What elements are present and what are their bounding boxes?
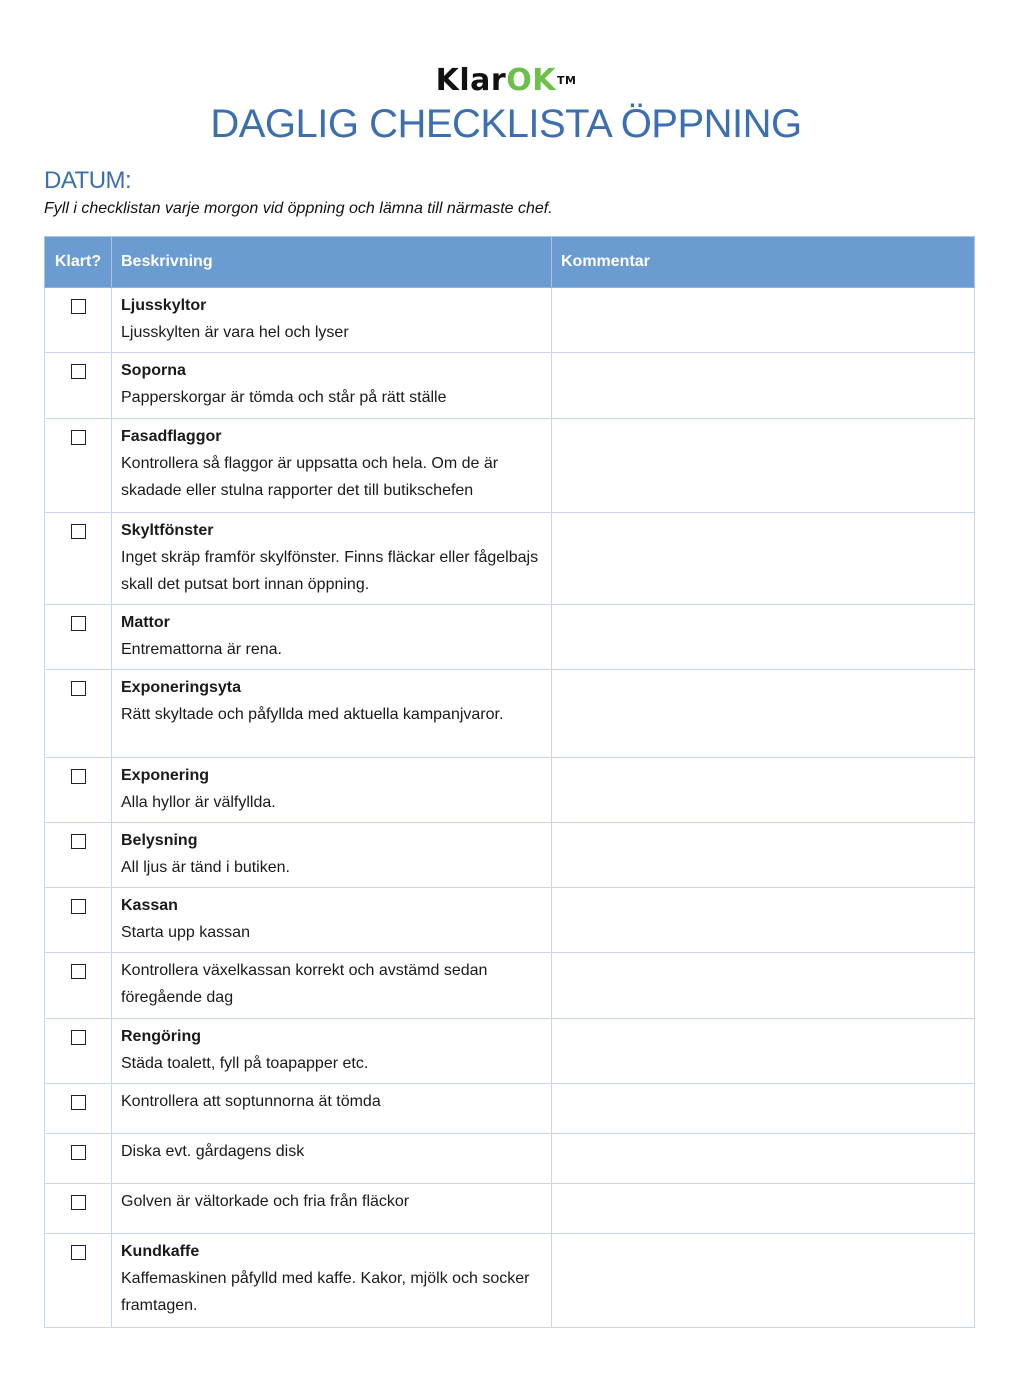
comment-cell[interactable] <box>552 823 975 888</box>
table-row <box>45 1234 975 1328</box>
done-cell <box>45 419 112 513</box>
item-description: Alla hyllor är välfyllda. <box>121 794 276 811</box>
item-description: Entremattorna är rena. <box>121 641 282 658</box>
checkbox[interactable] <box>71 769 86 784</box>
comment-cell[interactable] <box>552 1084 975 1134</box>
done-cell <box>45 288 112 353</box>
comment-cell[interactable] <box>552 758 975 823</box>
comment-cell[interactable] <box>552 888 975 953</box>
table-row <box>45 758 975 823</box>
item-title: Kassan <box>121 897 178 914</box>
item-description: Papperskorgar är tömda och står på rätt ställe <box>121 389 447 406</box>
item-title: Exponeringsyta <box>121 679 242 696</box>
logo-trademark: TM <box>556 74 577 87</box>
comment-cell[interactable] <box>552 513 975 605</box>
table-row <box>45 888 975 953</box>
item-title: Exponering <box>121 767 210 784</box>
done-cell <box>45 1134 112 1184</box>
checkbox[interactable] <box>71 964 86 979</box>
logo-ok-text: OK <box>506 63 556 98</box>
comment-cell[interactable] <box>552 353 975 419</box>
column-header-comment: Kommentar <box>552 237 975 288</box>
table-row <box>45 419 975 513</box>
description-cell <box>112 1234 552 1328</box>
page-title: DAGLIG CHECKLISTA ÖPPNING <box>210 102 802 146</box>
comment-cell[interactable] <box>552 953 975 1019</box>
done-cell <box>45 1184 112 1234</box>
table-row <box>45 1019 975 1084</box>
description-cell <box>112 513 552 605</box>
item-title: Rengöring <box>121 1028 201 1045</box>
table-row <box>45 605 975 670</box>
comment-cell[interactable] <box>552 1019 975 1084</box>
comment-cell[interactable] <box>552 1184 975 1234</box>
column-header-description: Beskrivning <box>112 237 552 288</box>
item-description: Kontrollera växelkassan korrekt och avstämd sedan föregående dag <box>121 962 488 1006</box>
item-description: Kontrollera så flaggor är uppsatta och hela. Om de är skadade eller stulna rapporter det till butikschefen <box>121 455 499 499</box>
done-cell <box>45 888 112 953</box>
checkbox[interactable] <box>71 1030 86 1045</box>
table-row <box>45 1084 975 1134</box>
item-description: Golven är vältorkade och fria från fläckor <box>121 1193 410 1210</box>
item-title: Ljusskyltor <box>121 297 207 314</box>
done-cell <box>45 758 112 823</box>
checklist-table <box>44 236 975 1328</box>
table-row <box>45 353 975 419</box>
description-cell <box>112 1019 552 1084</box>
done-cell <box>45 353 112 419</box>
item-description: Starta upp kassan <box>121 924 250 941</box>
comment-cell[interactable] <box>552 288 975 353</box>
done-cell <box>45 953 112 1019</box>
checkbox[interactable] <box>71 430 86 445</box>
comment-cell[interactable] <box>552 605 975 670</box>
description-cell <box>112 823 552 888</box>
description-cell <box>112 1084 552 1134</box>
checkbox[interactable] <box>71 524 86 539</box>
table-row <box>45 823 975 888</box>
description-cell <box>112 605 552 670</box>
item-description: Städa toalett, fyll på toapapper etc. <box>121 1055 369 1072</box>
checkbox[interactable] <box>71 1245 86 1260</box>
item-title: Mattor <box>121 614 170 631</box>
table-row <box>45 1184 975 1234</box>
checkbox[interactable] <box>71 681 86 696</box>
description-cell <box>112 953 552 1019</box>
checkbox[interactable] <box>71 1145 86 1160</box>
checkbox[interactable] <box>71 1095 86 1110</box>
item-description: All ljus är tänd i butiken. <box>121 859 290 876</box>
checkbox[interactable] <box>71 1195 86 1210</box>
klarok-logo <box>0 64 1012 98</box>
checkbox[interactable] <box>71 299 86 314</box>
item-description: Inget skräp framför skylfönster. Finns fläckar eller fågelbajs skall det putsat bort innan öppning. <box>121 549 539 593</box>
done-cell <box>45 1019 112 1084</box>
table-row <box>45 670 975 758</box>
description-cell <box>112 1184 552 1234</box>
item-title: Fasadflaggor <box>121 428 222 445</box>
item-description: Kontrollera att soptunnorna ät tömda <box>121 1093 381 1110</box>
done-cell <box>45 513 112 605</box>
done-cell <box>45 605 112 670</box>
table-row <box>45 953 975 1019</box>
description-cell <box>112 758 552 823</box>
item-title: Soporna <box>121 362 186 379</box>
table-row <box>45 288 975 353</box>
item-title: Skyltfönster <box>121 522 214 539</box>
item-title: Belysning <box>121 832 198 849</box>
checkbox[interactable] <box>71 364 86 379</box>
done-cell <box>45 1234 112 1328</box>
done-cell <box>45 670 112 758</box>
checkbox[interactable] <box>71 899 86 914</box>
instruction-text: Fyll i checklistan varje morgon vid öppning och lämna till närmaste chef. <box>44 200 553 217</box>
logo-klar-text: Klar <box>435 63 507 98</box>
description-cell <box>112 1134 552 1184</box>
item-description: Kaffemaskinen påfylld med kaffe. Kakor, mjölk och socker framtagen. <box>121 1270 530 1314</box>
table-row <box>45 1134 975 1184</box>
table-row <box>45 513 975 605</box>
done-cell <box>45 1084 112 1134</box>
item-description: Diska evt. gårdagens disk <box>121 1143 305 1160</box>
description-cell <box>112 888 552 953</box>
comment-cell[interactable] <box>552 1234 975 1328</box>
description-cell <box>112 288 552 353</box>
description-cell <box>112 670 552 758</box>
table-header-row <box>45 237 975 288</box>
item-description: Rätt skyltade och påfyllda med aktuella kampanjvaror. <box>121 706 504 723</box>
checkbox[interactable] <box>71 616 86 631</box>
comment-cell[interactable] <box>552 670 975 758</box>
column-header-done: Klart? <box>45 237 112 288</box>
done-cell <box>45 823 112 888</box>
description-cell <box>112 419 552 513</box>
checkbox[interactable] <box>71 834 86 849</box>
date-label: DATUM: <box>44 167 132 194</box>
description-cell <box>112 353 552 419</box>
comment-cell[interactable] <box>552 419 975 513</box>
checklist-body <box>45 288 975 1328</box>
comment-cell[interactable] <box>552 1134 975 1184</box>
item-title: Kundkaffe <box>121 1243 200 1260</box>
item-description: Ljusskylten är vara hel och lyser <box>121 324 349 341</box>
